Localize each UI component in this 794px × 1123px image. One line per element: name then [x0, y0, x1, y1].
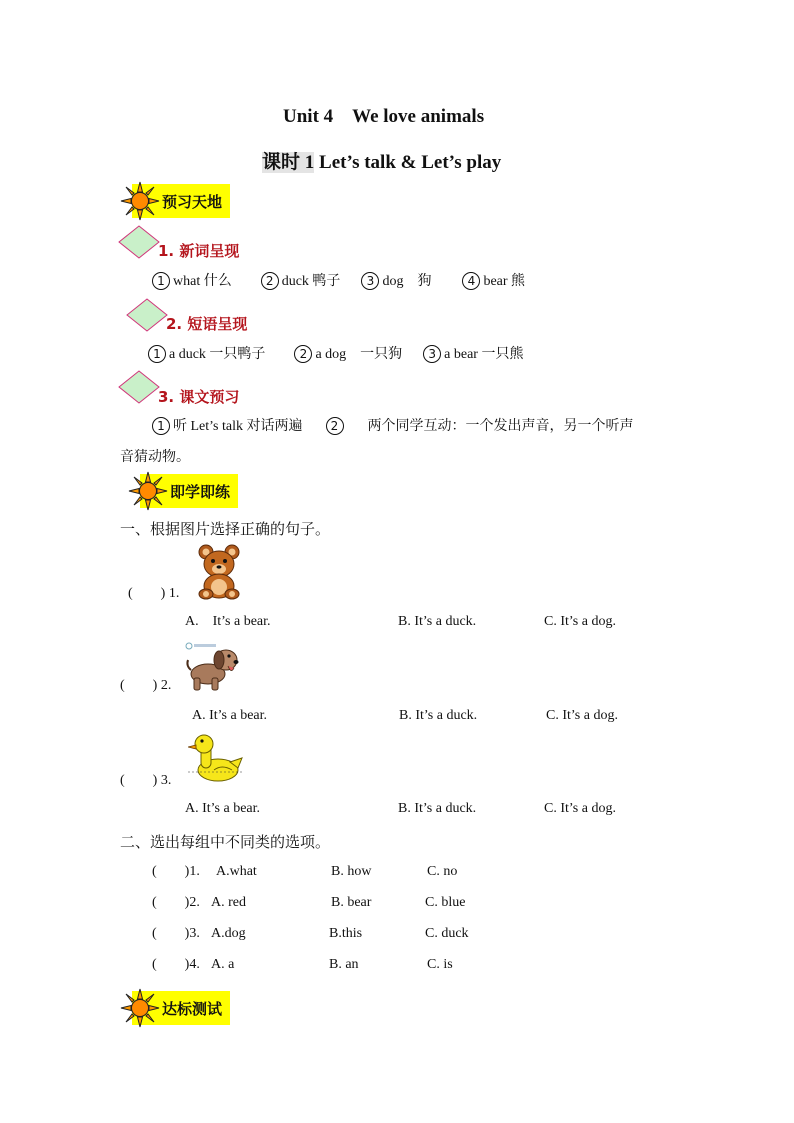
- sun-icon: [128, 471, 168, 511]
- odd-c: C. is: [427, 957, 453, 972]
- question-label: ( ) 3.: [120, 773, 172, 788]
- question-label: ( ) 2.: [120, 678, 172, 693]
- test-banner-label: 达标测试: [132, 991, 230, 1025]
- subtitle-highlight: 课时 1: [262, 152, 315, 173]
- duck-icon: [188, 732, 244, 784]
- num-circle: 2: [326, 417, 344, 435]
- odd-b: B. how: [331, 864, 372, 879]
- question-label: ( ) 1.: [128, 586, 180, 601]
- text-item2: 两个同学互动：一个发出声音，另一个听声: [367, 419, 634, 434]
- diamond-icon: [118, 225, 160, 259]
- section1-title: 一、根据图片选择正确的句子。: [120, 520, 331, 538]
- odd-a: A.dog: [211, 926, 246, 941]
- num-circle: 3: [423, 345, 441, 363]
- phrase-item: [294, 347, 402, 362]
- phrase-item: [423, 347, 523, 362]
- option-a: A. It’s a bear.: [185, 801, 261, 816]
- option-c: C. It’s a dog.: [544, 614, 616, 629]
- num-circle: 1: [152, 417, 170, 435]
- odd-label: ( )4.: [152, 957, 200, 972]
- num-circle: 4: [462, 272, 480, 290]
- page-title: Unit 4 We love animals: [283, 106, 485, 127]
- num-circle: 2: [294, 345, 312, 363]
- preview-banner: [120, 183, 230, 219]
- odd-b: B. bear: [331, 895, 372, 910]
- num-circle: 2: [261, 272, 279, 290]
- option-b: B. It’s a duck.: [398, 801, 477, 816]
- phrase-text: a bear 一只熊: [444, 347, 524, 362]
- sun-icon: [120, 988, 160, 1028]
- odd-label: ( )2.: [152, 895, 200, 910]
- word-item: [361, 274, 431, 289]
- word-text: dog 狗: [382, 274, 432, 289]
- preview-banner-label: 预习天地: [132, 184, 230, 218]
- diamond-icon: [126, 298, 168, 332]
- dog-icon: [184, 640, 240, 692]
- word-text: duck 鸭子: [281, 274, 341, 289]
- odd-label: ( )1.: [152, 864, 200, 879]
- bear-icon: [194, 544, 244, 600]
- num-circle: 1: [148, 345, 166, 363]
- phrases-heading: 2. 短语呈现: [166, 315, 248, 333]
- text-item1: 听 Let’s talk 对话两遍: [173, 419, 303, 434]
- practice-banner: [128, 473, 238, 509]
- odd-a: A.what: [216, 864, 257, 879]
- odd-a: A. a: [211, 957, 235, 972]
- num-circle: 3: [361, 272, 379, 290]
- option-a: A. It’s a bear.: [185, 614, 271, 629]
- word-item: [462, 274, 525, 289]
- section2-title: 二、选出每组中不同类的选项。: [120, 833, 331, 851]
- sun-icon: [120, 181, 160, 221]
- words-heading: 1. 新词呈现: [158, 242, 240, 260]
- odd-c: C. blue: [425, 895, 466, 910]
- option-b: B. It’s a duck.: [398, 614, 477, 629]
- num-circle: 1: [152, 272, 170, 290]
- word-text: what 什么: [173, 274, 232, 289]
- subtitle-rest: Let’s talk & Let’s play: [314, 152, 502, 173]
- option-c: C. It’s a dog.: [546, 708, 618, 723]
- option-c: C. It’s a dog.: [544, 801, 616, 816]
- odd-b: B.this: [329, 926, 363, 941]
- words-list: [152, 270, 525, 290]
- page-subtitle: [262, 147, 501, 174]
- text-item2-cont: 音猜动物。: [120, 450, 190, 465]
- odd-c: C. duck: [425, 926, 469, 941]
- odd-a: A. red: [211, 895, 246, 910]
- odd-b: B. an: [329, 957, 359, 972]
- word-text: bear 熊: [483, 274, 526, 289]
- phrase-text: a dog 一只狗: [315, 347, 403, 362]
- practice-banner-label: 即学即练: [140, 474, 238, 508]
- text-item-line: [152, 415, 634, 435]
- word-item: [261, 274, 341, 289]
- text-heading: 3. 课文预习: [158, 388, 240, 406]
- odd-label: ( )3.: [152, 926, 200, 941]
- test-banner: [120, 990, 230, 1026]
- option-a: A. It’s a bear.: [192, 708, 268, 723]
- phrase-item: [148, 347, 265, 362]
- word-item: [152, 274, 232, 289]
- phrases-list: [148, 343, 523, 363]
- odd-c: C. no: [427, 864, 458, 879]
- option-b: B. It’s a duck.: [399, 708, 478, 723]
- diamond-icon: [118, 370, 160, 404]
- phrase-text: a duck 一只鸭子: [169, 347, 266, 362]
